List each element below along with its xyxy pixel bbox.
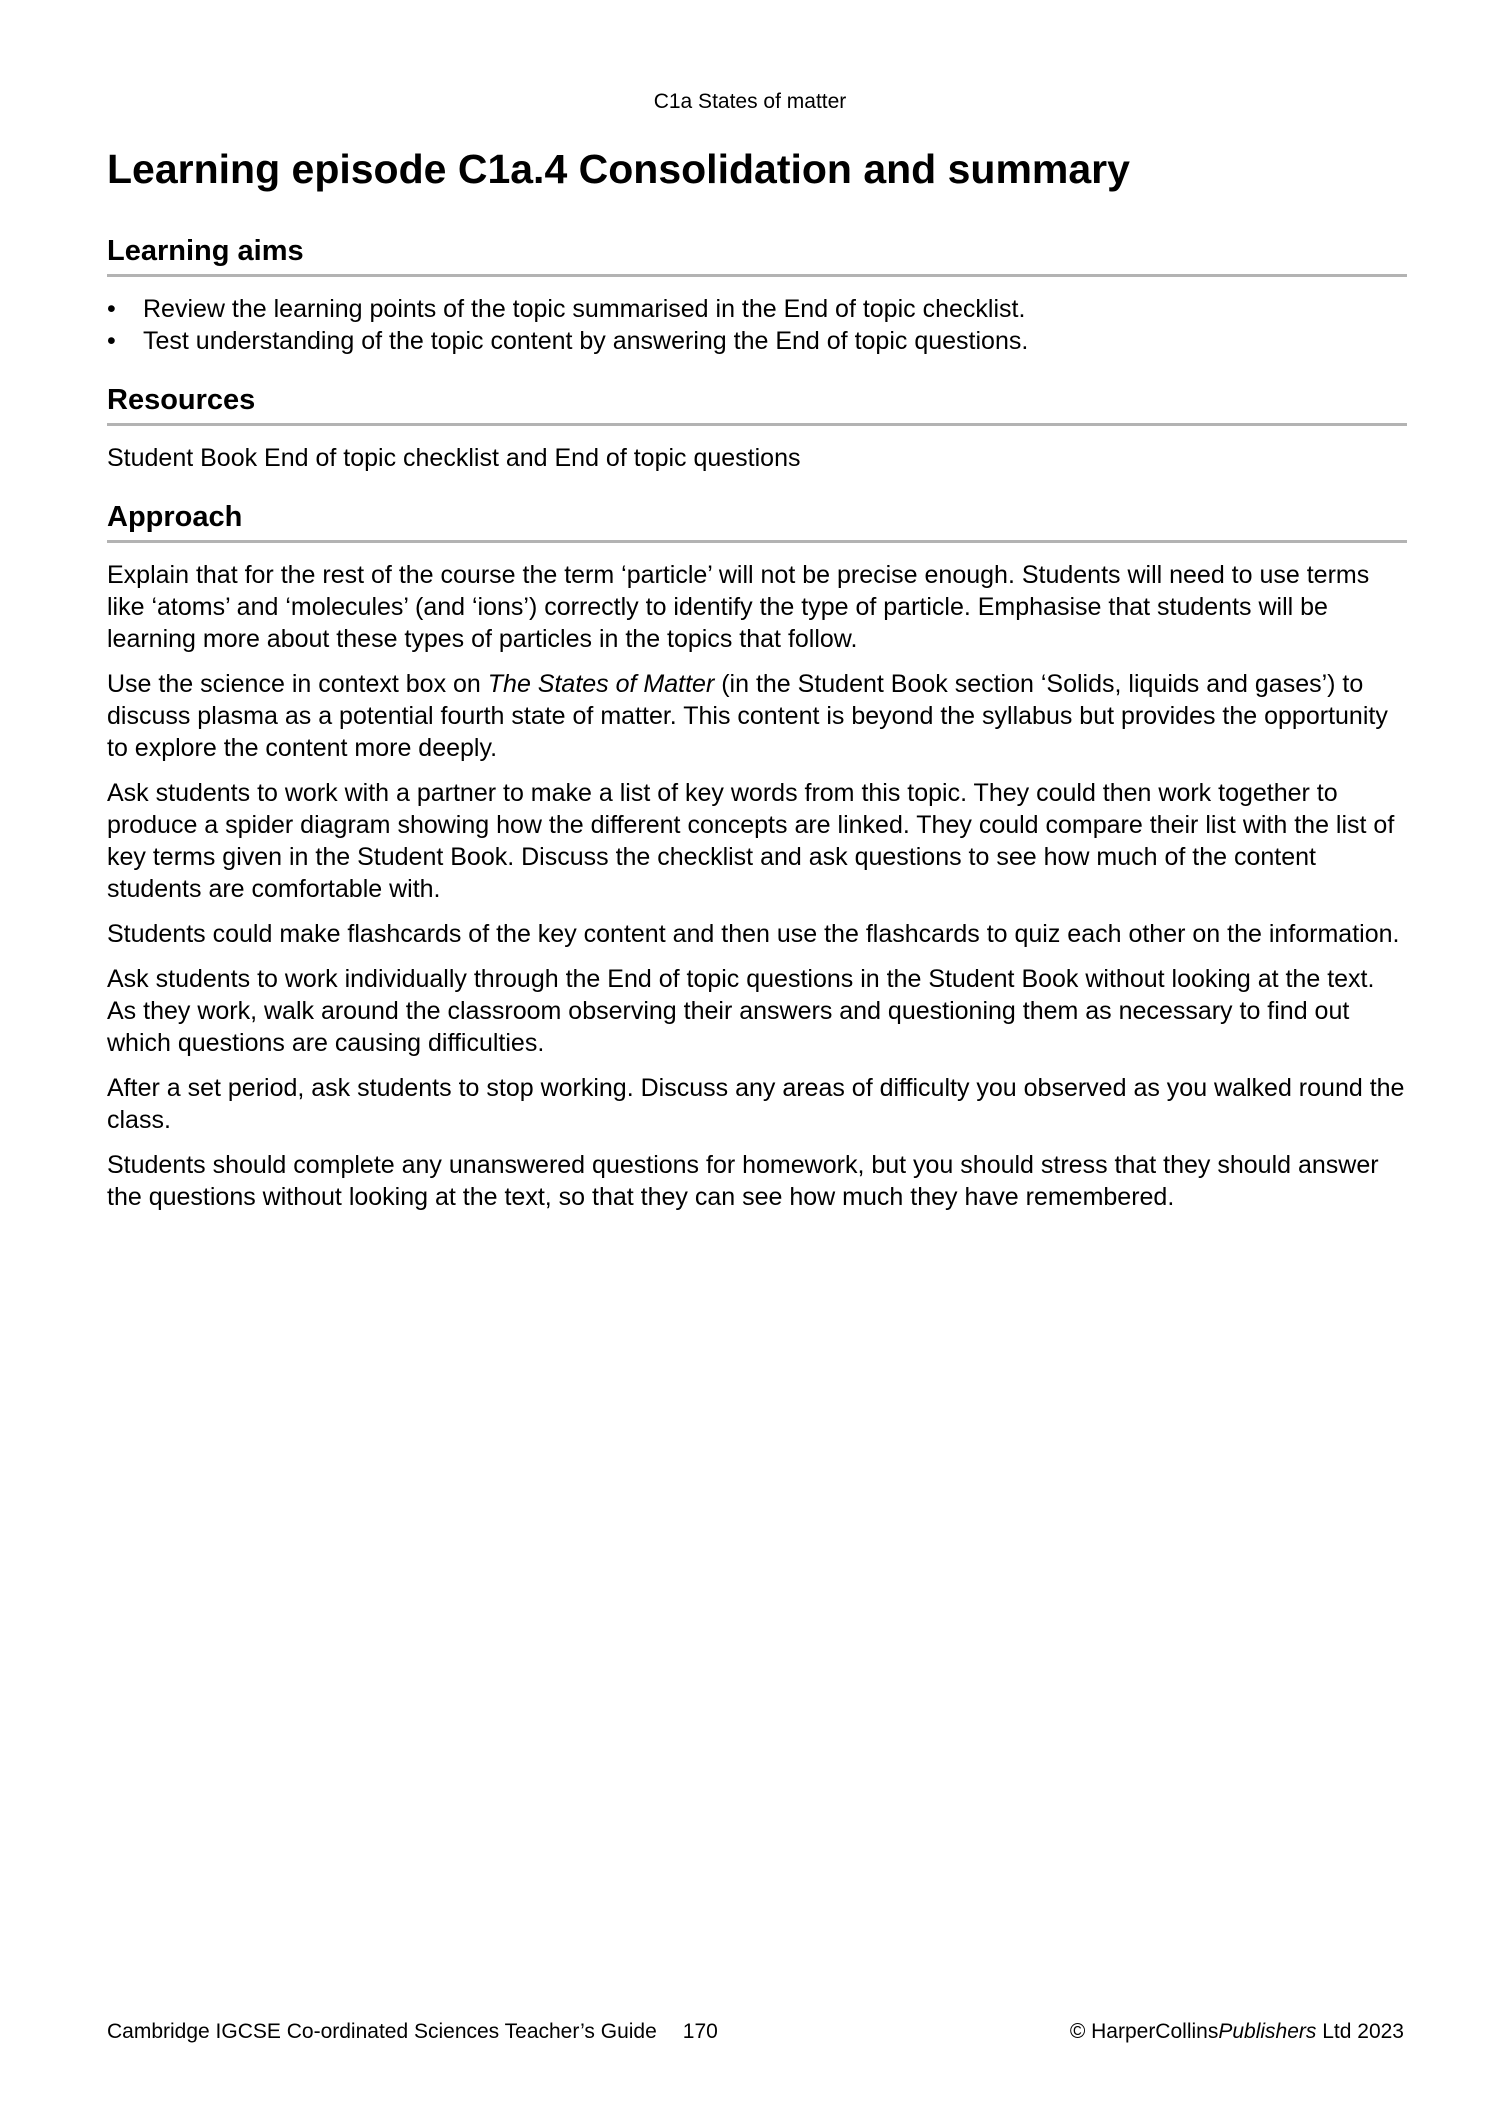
copyright-prefix: © HarperCollins: [1069, 2020, 1219, 2043]
learning-aim-item: [107, 325, 1407, 357]
approach-paragraph: Explain that for the rest of the course the term ‘particle’ will not be precise enough. Students will need to use terms like ‘atoms’ and ‘molecules’ (and ‘ions’) correctly to identify the type of particle. Emphasise that students will be learning more about these types of particles in the topics that follow.: [107, 561, 1370, 653]
page-title: Learning episode C1a.4 Consolidation and summary: [107, 146, 1130, 192]
book-section-title: The States of Matter: [487, 670, 715, 698]
learning-aim-text: Review the learning points of the topic summarised in the End of topic checklist.: [143, 295, 1026, 323]
copyright-suffix: Ltd 2023: [1316, 2020, 1404, 2043]
resources-text: Student Book End of topic checklist and End of topic questions: [107, 444, 801, 472]
running-header: C1a States of matter: [653, 90, 847, 113]
learning-aims-heading: Learning aims: [107, 230, 1407, 277]
approach-paragraph: Ask students to work with a partner to make a list of key words from this topic. They could then work together to produce a spider diagram showing how the different concepts are linked. They could compare their list with the list of key terms given in the Student Book. Discuss the checklist and ask questions to see how much of the content students are comfortable with.: [107, 779, 1395, 903]
approach-text: Use the science in context box on: [107, 670, 488, 698]
learning-aim-text: Test understanding of the topic content by answering the End of topic questions.: [143, 327, 1029, 355]
approach-section: [107, 496, 1407, 1213]
copyright-publisher: Publishers: [1218, 2020, 1317, 2043]
resources-section: [107, 379, 1407, 474]
approach-paragraph: Students should complete any unanswered questions for homework, but you should stress that they should answer the questions without looking at the text, so that they can see how much they have remembered.: [107, 1151, 1379, 1211]
bullet-icon: •: [107, 327, 116, 355]
approach-text: (in the Student Book section ‘Solids, liquids and gases’) to discuss plasma as a potential fourth state of matter. This content is beyond the syllabus but provides the opportunity to explore the content more deeply.: [107, 670, 1388, 762]
learning-aim-item: [107, 293, 1407, 325]
bullet-icon: •: [107, 295, 116, 323]
learning-aims-section: [107, 230, 1407, 357]
resources-heading: Resources: [107, 379, 1407, 426]
footer-book-title: Cambridge IGCSE Co-ordinated Sciences Teacher’s Guide: [107, 2020, 657, 2043]
approach-paragraph: [107, 668, 1407, 764]
footer-copyright: [1070, 2018, 1404, 2046]
approach-paragraph: After a set period, ask students to stop working. Discuss any areas of difficulty you observed as you walked round the class.: [107, 1074, 1405, 1134]
page-number: 170: [682, 2020, 718, 2043]
footer-left: [107, 2018, 718, 2046]
approach-paragraph: Students could make flashcards of the key content and then use the flashcards to quiz each other on the information.: [107, 920, 1400, 948]
page-content: [107, 140, 1407, 1235]
learning-aims-list: [107, 293, 1407, 357]
approach-heading: Approach: [107, 496, 1407, 543]
approach-paragraph: Ask students to work individually through the End of topic questions in the Student Book without looking at the text. As they work, walk around the classroom observing their answers and questioning them as necessary to find out which questions are causing difficulties.: [107, 965, 1375, 1057]
